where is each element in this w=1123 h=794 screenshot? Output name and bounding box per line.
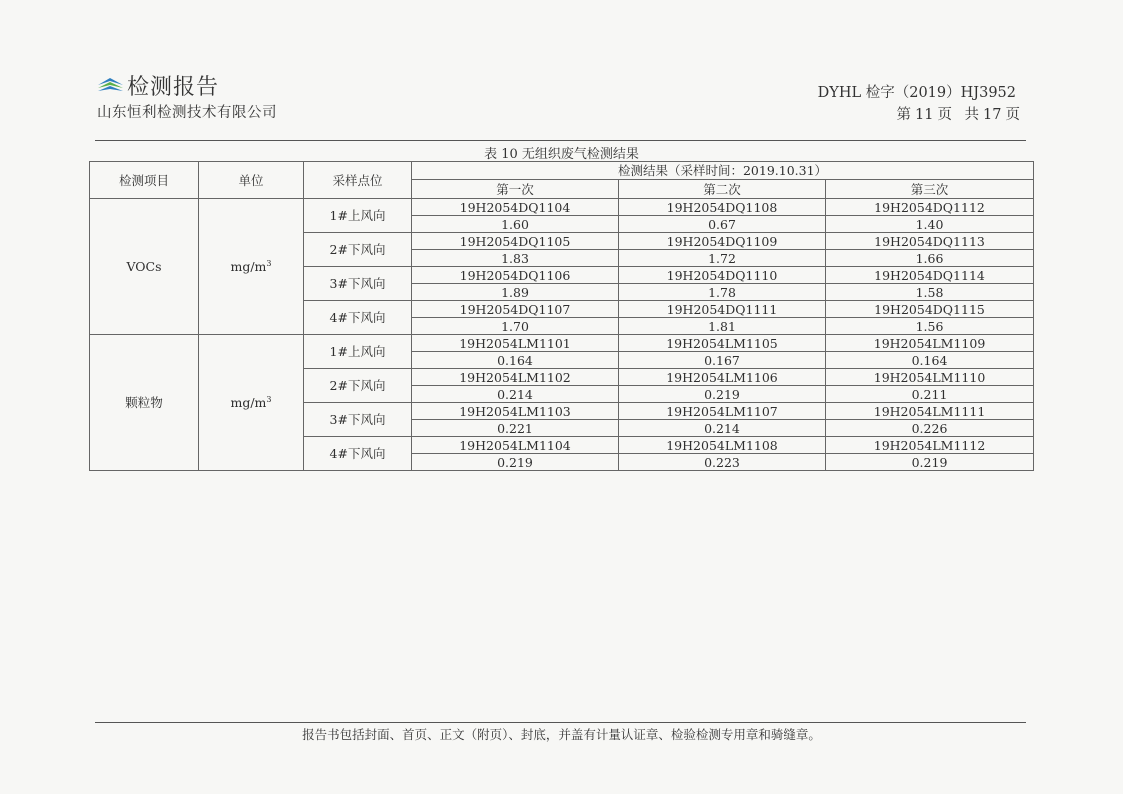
sample-code-cell: 19H2054LM1107	[619, 403, 826, 420]
page-total: 17	[983, 107, 1002, 123]
sample-code-cell: 19H2054LM1109	[826, 335, 1034, 352]
page-current: 11	[914, 107, 934, 123]
result-value-cell: 1.40	[826, 216, 1034, 233]
results-body	[90, 199, 1034, 471]
company-logo-icon	[97, 76, 125, 96]
result-value-cell: 0.223	[619, 454, 826, 471]
sampling-point-cell: 3#下风向	[304, 403, 412, 437]
result-value-cell: 1.66	[826, 250, 1034, 267]
table-row	[90, 199, 1034, 216]
result-value-cell: 0.219	[412, 454, 619, 471]
sample-code-cell: 19H2054LM1105	[619, 335, 826, 352]
header-result-group: 检测结果（采样时间：2019.10.31）	[412, 162, 1034, 180]
item-cell: VOCs	[90, 199, 199, 335]
header-item: 检测项目	[90, 162, 199, 199]
header-run-1: 第一次	[412, 180, 619, 199]
item-cell: 颗粒物	[90, 335, 199, 471]
header-run-3: 第三次	[826, 180, 1034, 199]
sampling-point-cell: 2#下风向	[304, 233, 412, 267]
table-row	[90, 335, 1034, 352]
result-value-cell: 0.67	[619, 216, 826, 233]
sample-code-cell: 19H2054DQ1109	[619, 233, 826, 250]
result-value-cell: 0.211	[826, 386, 1034, 403]
document-title: 检测报告	[127, 75, 220, 100]
sample-code-cell: 19H2054DQ1115	[826, 301, 1034, 318]
sample-code-cell: 19H2054DQ1112	[826, 199, 1034, 216]
sampling-point-cell: 1#上风向	[304, 199, 412, 233]
sample-code-cell: 19H2054LM1111	[826, 403, 1034, 420]
sample-code-cell: 19H2054LM1103	[412, 403, 619, 420]
result-value-cell: 0.164	[826, 352, 1034, 369]
header-point: 采样点位	[304, 162, 412, 199]
result-value-cell: 0.219	[826, 454, 1034, 471]
header-run-2: 第二次	[619, 180, 826, 199]
sample-code-cell: 19H2054DQ1110	[619, 267, 826, 284]
result-value-cell: 1.70	[412, 318, 619, 335]
table-caption: 表 10 无组织废气检测结果	[484, 147, 639, 162]
result-value-cell: 1.83	[412, 250, 619, 267]
sample-code-cell: 19H2054DQ1105	[412, 233, 619, 250]
sample-code-cell: 19H2054DQ1114	[826, 267, 1034, 284]
header-rule	[95, 140, 1026, 141]
header-unit: 单位	[199, 162, 304, 199]
result-value-cell: 1.56	[826, 318, 1034, 335]
report-number: DYHL 检字（2019）HJ3952	[817, 85, 1016, 101]
result-value-cell: 1.60	[412, 216, 619, 233]
footer-note: 报告书包括封面、首页、正文（附页）、封底，并盖有计量认证章、检验检测专用章和骑缝章。	[302, 727, 821, 742]
sample-code-cell: 19H2054LM1112	[826, 437, 1034, 454]
sample-code-cell: 19H2054LM1108	[619, 437, 826, 454]
sample-code-cell: 19H2054LM1104	[412, 437, 619, 454]
result-value-cell: 1.72	[619, 250, 826, 267]
result-value-cell: 1.81	[619, 318, 826, 335]
sample-code-cell: 19H2054LM1101	[412, 335, 619, 352]
sampling-point-cell: 3#下风向	[304, 267, 412, 301]
result-value-cell: 0.214	[619, 420, 826, 437]
sample-code-cell: 19H2054DQ1104	[412, 199, 619, 216]
sample-code-cell: 19H2054DQ1113	[826, 233, 1034, 250]
results-table	[89, 161, 1034, 471]
result-value-cell: 1.89	[412, 284, 619, 301]
unit-cell: $mg/m^3$	[199, 199, 304, 335]
sample-code-cell: 19H2054DQ1108	[619, 199, 826, 216]
report-logo	[97, 70, 219, 101]
sample-code-cell: 19H2054DQ1106	[412, 267, 619, 284]
sampling-point-cell: 4#下风向	[304, 301, 412, 335]
sampling-point-cell: 1#上风向	[304, 335, 412, 369]
sample-code-cell: 19H2054LM1110	[826, 369, 1034, 386]
result-value-cell: 0.219	[619, 386, 826, 403]
result-value-cell: 0.214	[412, 386, 619, 403]
result-value-cell: 0.164	[412, 352, 619, 369]
footer-rule	[95, 722, 1026, 723]
sample-code-cell: 19H2054LM1102	[412, 369, 619, 386]
sample-code-cell: 19H2054LM1106	[619, 369, 826, 386]
result-value-cell: 0.221	[412, 420, 619, 437]
result-value-cell: 1.78	[619, 284, 826, 301]
result-value-cell: 1.58	[826, 284, 1034, 301]
company-name: 山东恒利检测技术有限公司	[97, 105, 277, 121]
sample-code-cell: 19H2054DQ1107	[412, 301, 619, 318]
unit-cell: $mg/m^3$	[199, 335, 304, 471]
sampling-point-cell: 4#下风向	[304, 437, 412, 471]
sample-code-cell: 19H2054DQ1111	[619, 301, 826, 318]
result-value-cell: 0.167	[619, 352, 826, 369]
sampling-point-cell: 2#下风向	[304, 369, 412, 403]
result-value-cell: 0.226	[826, 420, 1034, 437]
page-indicator: 第 11 页 共 17 页	[896, 107, 1020, 123]
